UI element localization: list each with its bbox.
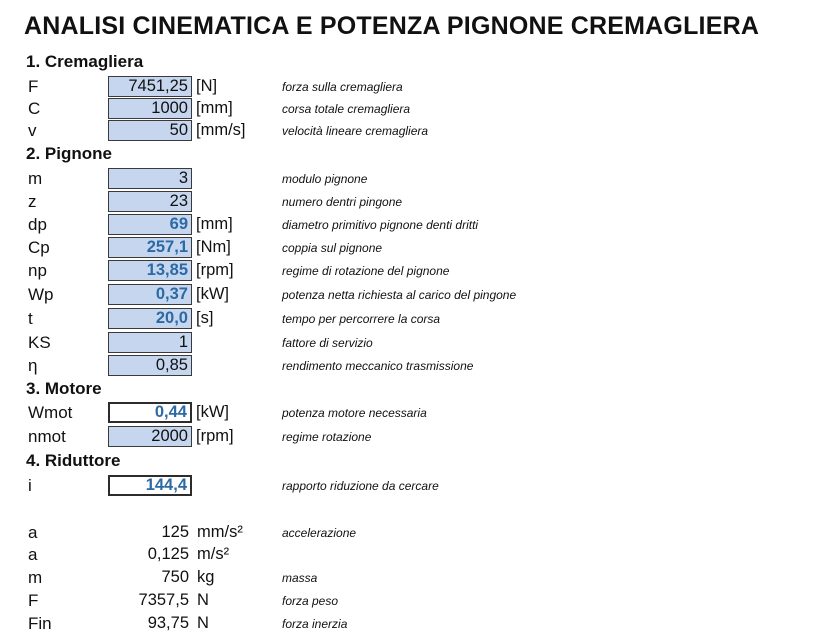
- calc-cell-np[interactable]: 13,85: [108, 260, 192, 281]
- calc-cell-t[interactable]: 20,0: [108, 308, 192, 329]
- row-forza-inerzia: [0, 613, 822, 635]
- row-z: [0, 191, 822, 213]
- row-forza-peso: [0, 590, 822, 612]
- row-massa: [0, 567, 822, 589]
- unit-label: [kW]: [196, 403, 229, 421]
- unit-label: [N]: [196, 77, 218, 95]
- unit-label: m/s²: [197, 545, 230, 563]
- row-label: F: [28, 77, 39, 96]
- value-cell[interactable]: 125: [161, 523, 189, 541]
- unit-label: [mm/s]: [196, 121, 246, 139]
- row-v: [0, 120, 822, 142]
- description: regime di rotazione del pignone: [282, 264, 450, 278]
- input-cell-v[interactable]: 50: [108, 120, 192, 141]
- row-label: np: [28, 261, 47, 280]
- input-cell-nmot[interactable]: 2000: [108, 426, 192, 447]
- unit-label: [kW]: [196, 285, 229, 303]
- row-Cp: [0, 237, 822, 259]
- row-a-m: [0, 544, 822, 566]
- description: forza sulla cremagliera: [282, 80, 403, 94]
- input-cell-KS[interactable]: 1: [108, 332, 192, 353]
- row-label: m: [28, 568, 43, 587]
- row-label: i: [28, 476, 32, 495]
- description: rendimento meccanico trasmissione: [282, 359, 474, 373]
- row-eta: [0, 355, 822, 377]
- row-label: F: [28, 591, 39, 610]
- row-label: m: [28, 169, 43, 188]
- row-label: Fin: [28, 614, 52, 633]
- row-label: a: [28, 545, 38, 564]
- description: diametro primitivo pignone denti dritti: [282, 218, 479, 232]
- row-label: dp: [28, 215, 47, 234]
- row-label: z: [28, 192, 37, 211]
- row-label: Wp: [28, 285, 54, 304]
- row-label: Cp: [28, 238, 50, 257]
- description: modulo pignone: [282, 172, 368, 186]
- input-cell-m[interactable]: 3: [108, 168, 192, 189]
- description: rapporto riduzione da cercare: [282, 479, 439, 493]
- row-Wmot: [0, 402, 822, 424]
- calc-cell-Wp[interactable]: 0,37: [108, 284, 192, 305]
- description: forza inerzia: [282, 617, 348, 631]
- row-Wp: [0, 284, 822, 306]
- description: fattore di servizio: [282, 336, 373, 350]
- unit-label: kg: [197, 568, 215, 586]
- unit-label: [mm]: [196, 215, 233, 233]
- calc-cell-dp[interactable]: 69: [108, 214, 192, 235]
- description: accelerazione: [282, 526, 357, 540]
- value-cell[interactable]: 750: [161, 568, 189, 586]
- unit-label: mm/s²: [197, 523, 243, 541]
- section-heading-riduttore: 4. Riduttore: [26, 451, 121, 470]
- description: velocità lineare cremagliera: [282, 124, 429, 138]
- calc-cell-Cp[interactable]: 257,1: [108, 237, 192, 258]
- unit-label: [mm]: [196, 99, 233, 117]
- description: regime rotazione: [282, 430, 372, 444]
- row-C: [0, 98, 822, 120]
- row-i: [0, 475, 822, 497]
- unit-label: [rpm]: [196, 427, 234, 445]
- section-heading-cremagliera: 1. Cremagliera: [26, 52, 144, 71]
- value-cell[interactable]: 0,125: [147, 545, 189, 563]
- page-title: ANALISI CINEMATICA E POTENZA PIGNONE CREMAGLIERA: [24, 12, 760, 40]
- unit-label: [Nm]: [196, 238, 231, 256]
- input-cell-F[interactable]: 7451,25: [108, 76, 192, 97]
- description: massa: [282, 571, 318, 585]
- row-label: η: [28, 356, 38, 375]
- row-label: a: [28, 523, 38, 542]
- row-dp: [0, 214, 822, 236]
- description: potenza netta richiesta al carico del pingone: [282, 288, 517, 302]
- row-label: nmot: [28, 427, 66, 446]
- unit-label: [rpm]: [196, 261, 234, 279]
- description: forza peso: [282, 594, 339, 608]
- input-cell-eta[interactable]: 0,85: [108, 355, 192, 376]
- calc-cell-i[interactable]: 144,4: [108, 475, 192, 496]
- row-label: t: [28, 309, 33, 328]
- value-cell[interactable]: 7357,5: [138, 591, 189, 609]
- calc-cell-Wmot[interactable]: 0,44: [108, 402, 192, 423]
- description: corsa totale cremagliera: [282, 102, 411, 116]
- row-F: [0, 76, 822, 98]
- description: potenza motore necessaria: [282, 406, 427, 420]
- row-label: v: [28, 121, 37, 140]
- unit-label: N: [197, 591, 209, 609]
- row-np: [0, 260, 822, 282]
- row-label: KS: [28, 333, 51, 352]
- description: tempo per percorrere la corsa: [282, 312, 441, 326]
- row-nmot: [0, 426, 822, 448]
- input-cell-C[interactable]: 1000: [108, 98, 192, 119]
- row-label: Wmot: [28, 403, 73, 422]
- unit-label: [s]: [196, 309, 214, 327]
- unit-label: N: [197, 614, 209, 632]
- row-KS: [0, 332, 822, 354]
- description: numero dentri pingone: [282, 195, 403, 209]
- section-heading-motore: 3. Motore: [26, 379, 102, 398]
- row-a-mm: [0, 522, 822, 544]
- row-m: [0, 168, 822, 190]
- input-cell-z[interactable]: 23: [108, 191, 192, 212]
- description: coppia sul pignone: [282, 241, 383, 255]
- row-t: [0, 308, 822, 330]
- row-label: C: [28, 99, 41, 118]
- value-cell[interactable]: 93,75: [147, 614, 189, 632]
- section-heading-pignone: 2. Pignone: [26, 144, 112, 163]
